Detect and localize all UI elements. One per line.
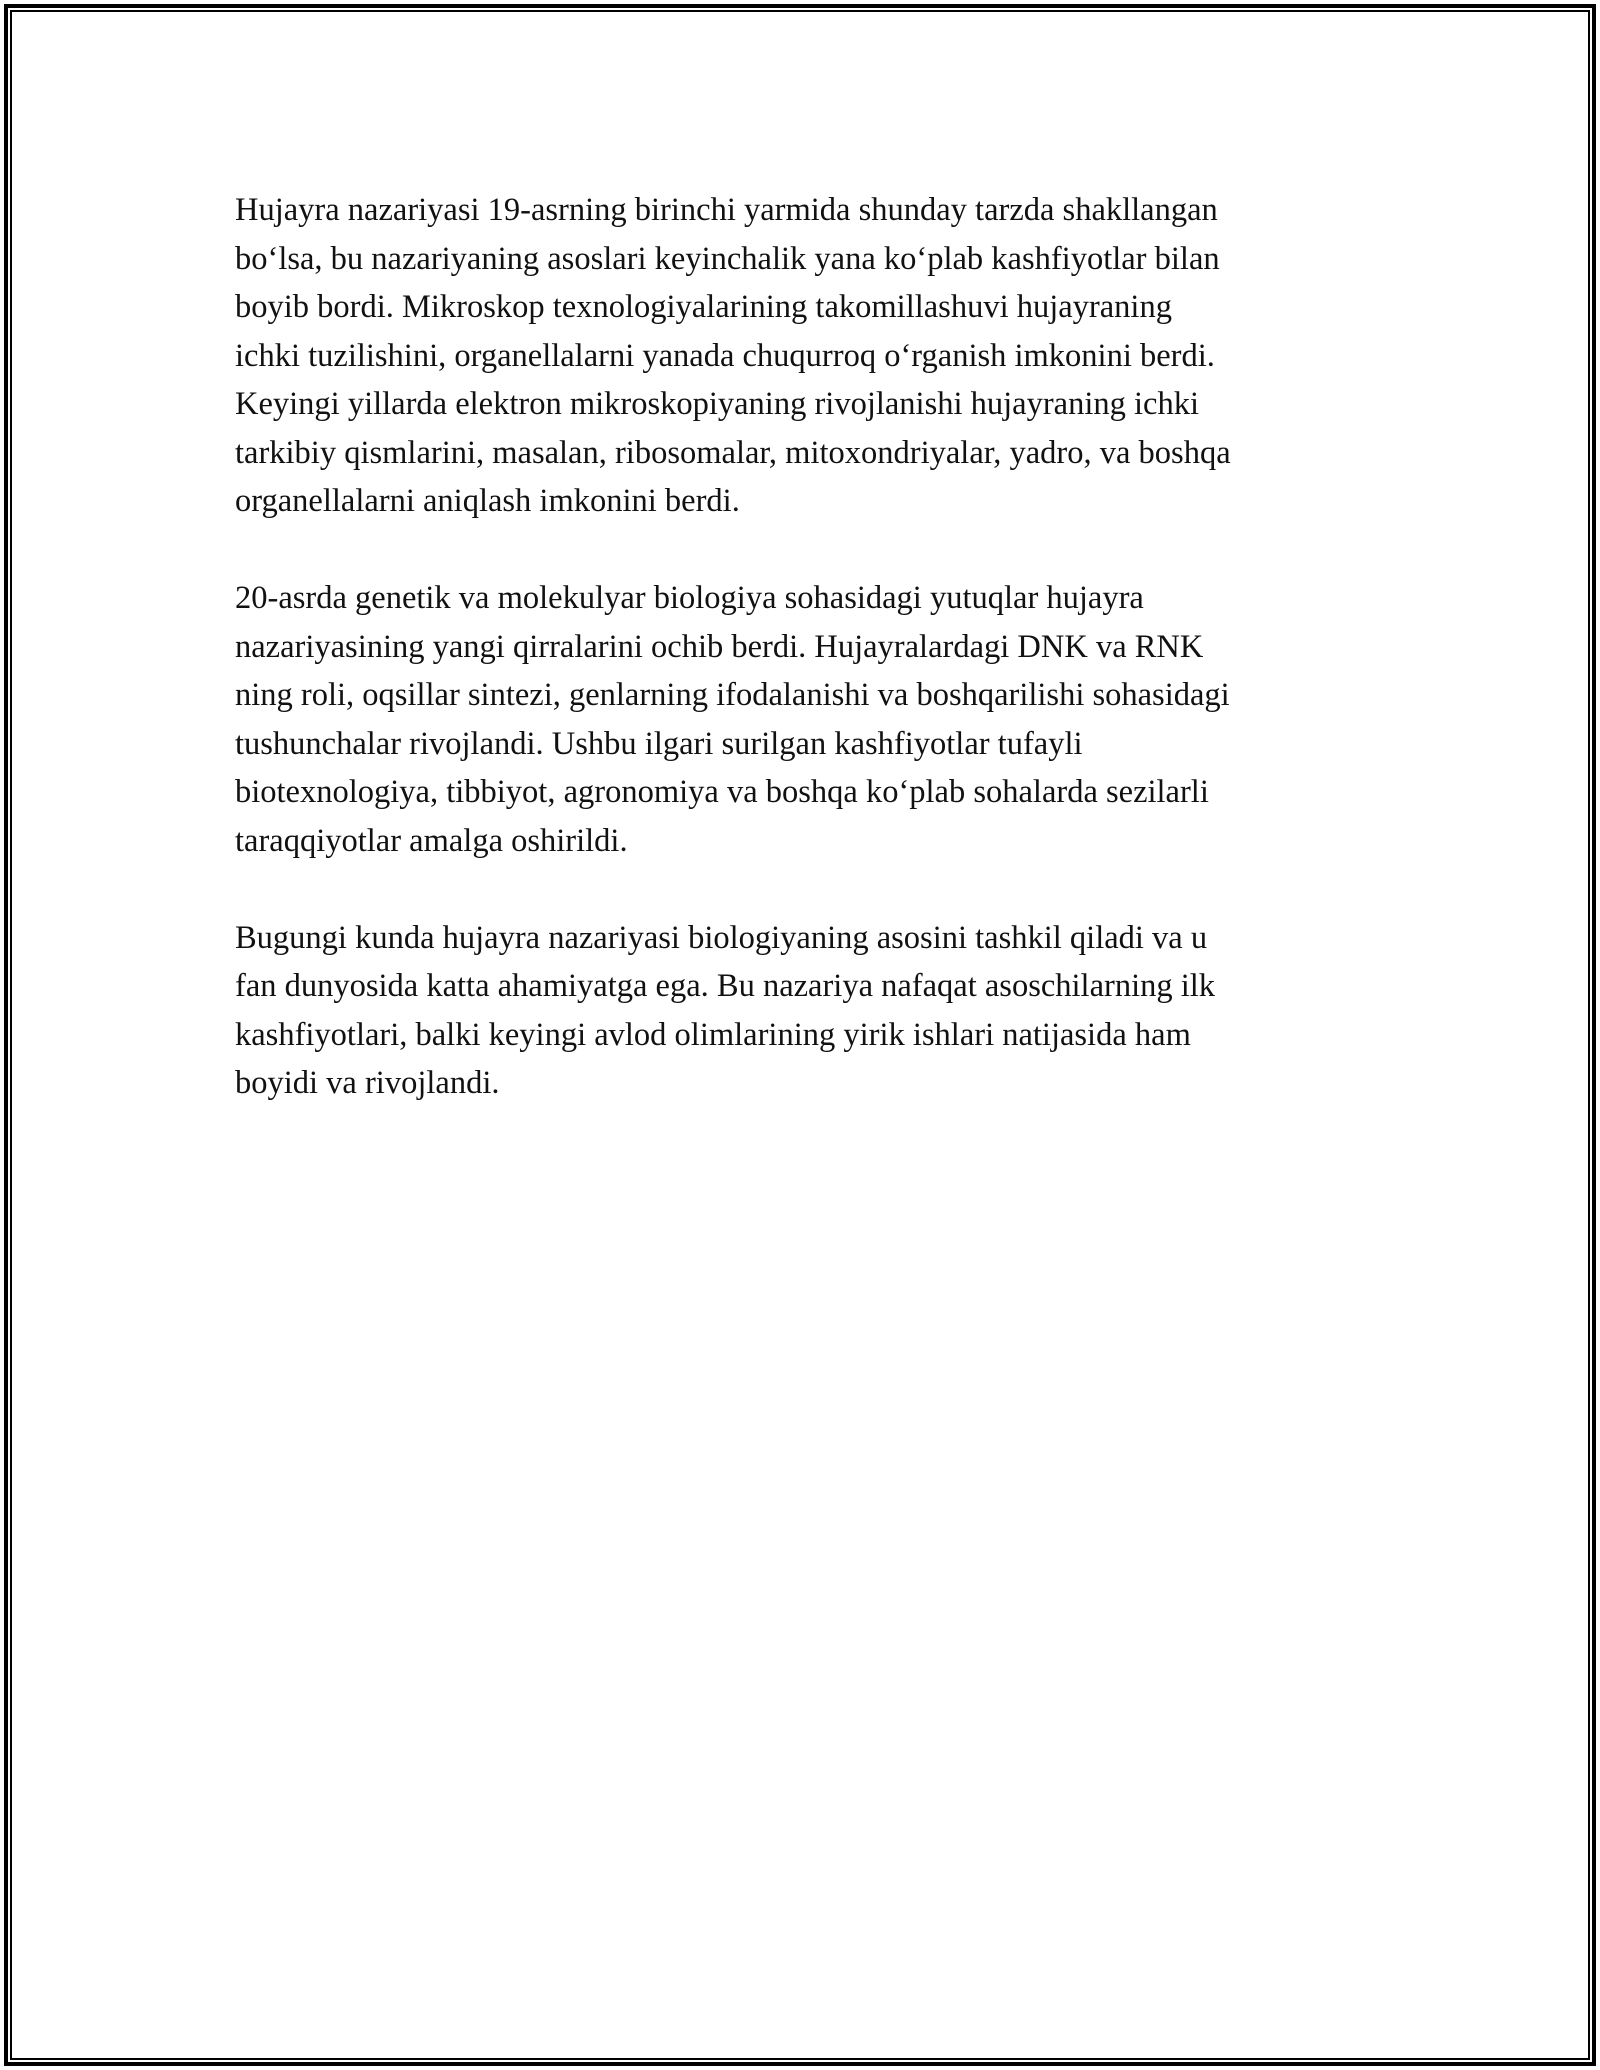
paragraph-line: boyidi va rivojlandi. [235,1065,500,1101]
paragraph-line: biotexnologiya, tibbiyot, agronomiya va boshqa ko‘plab sohalarda sezilarli [235,774,1209,810]
paragraph-line: tarkibiy qismlarini, masalan, ribosomalar, mitoxondriyalar, yadro, va boshqa [235,434,1231,471]
paragraph-line: organellalarni aniqlash imkonini berdi. [235,483,740,519]
paragraph-line: Keyingi yillarda elektron mikroskopiyaning rivojlanishi hujayraning ichki [235,386,1199,422]
paragraph-line: kashfiyotlari, balki keyingi avlod olimlarining yirik ishlari natijasida ham [235,1016,1191,1053]
paragraph-2 [235,574,1395,865]
paragraph-line: ning roli, oqsillar sintezi, genlarning ifodalanishi va boshqarilishi sohasidagi [235,677,1230,713]
document-body [235,186,1395,1156]
paragraph-line: ichki tuzilishini, organellalarni yanada chuqurroq o‘rganish imkonini berdi. [235,337,1215,374]
paragraph-line: nazariyasining yangi qirralarini ochib berdi. Hujayralardagi DNK va RNK [235,628,1204,665]
paragraph-line: 20-asrda genetik va molekulyar biologiya sohasidagi yutuqlar hujayra [235,580,1144,616]
paragraph-line: taraqqiyotlar amalga oshirildi. [235,822,628,859]
paragraph-3 [235,914,1395,1108]
paragraph-line: tushunchalar rivojlandi. Ushbu ilgari surilgan kashfiyotlar tufayli [235,725,1083,762]
paragraph-line: bo‘lsa, bu nazariyaning asoslari keyinchalik yana ko‘plab kashfiyotlar bilan [235,240,1220,277]
paragraph-line: Bugungi kunda hujayra nazariyasi biologiyaning asosini tashkil qiladi va u [235,919,1208,956]
paragraph-1 [235,186,1395,526]
paragraph-line: Hujayra nazariyasi 19-asrning birinchi yarmida shunday tarzda shakllangan [235,192,1218,228]
paragraph-line: boyib bordi. Mikroskop texnologiyalarining takomillashuvi hujayraning [235,289,1172,325]
paragraph-line: fan dunyosida katta ahamiyatga ega. Bu nazariya nafaqat asoschilarning ilk [235,968,1216,1004]
